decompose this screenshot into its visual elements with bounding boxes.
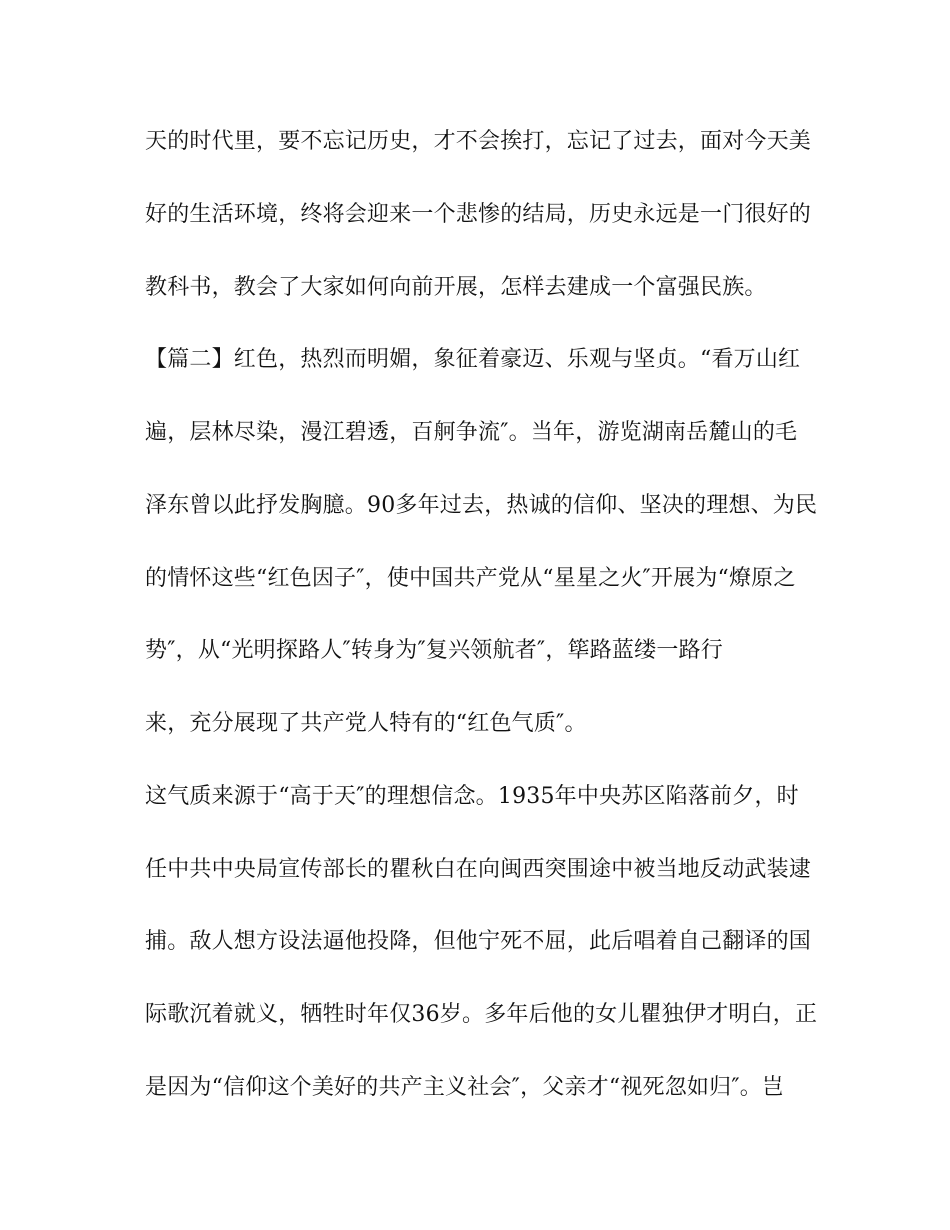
text-line: 是因为“信仰这个美好的共产主义社会″，父亲才“视死忽如归″。岂 [145, 1075, 785, 1100]
text-line: 任中共中央局宣传部长的瞿秋白在向闽西突围途中被当地反动武装逮 [145, 857, 812, 882]
text-line: 势″，从“光明探路人″转身为″复兴领航者″，筚路蓝缕一路行 [145, 638, 723, 663]
text-line: 好的生活环境，终将会迎来一个悲惨的结局，历史永远是一门很好的 [145, 202, 812, 227]
text-line: 泽东曾以此抒发胸臆。90多年过去，热诚的信仰、坚决的理想、为民 [145, 493, 818, 518]
text-line: 这气质来源于“高于天″的理想信念。1935年中央苏区陷落前夕，时 [145, 784, 799, 809]
text-line: 【篇二】红色，热烈而明媚，象征着豪迈、乐观与坚贞。“看万山红 [145, 347, 801, 372]
text-line: 捕。敌人想方设法逼他投降，但他宁死不屈，此后唱着自己翻译的国 [145, 929, 812, 954]
text-line: 际歌沉着就义，牺牲时年仅36岁。多年后他的女儿瞿独伊才明白，正 [145, 1002, 818, 1027]
text-line: 教科书，教会了大家如何向前开展，怎样去建成一个富强民族。 [145, 275, 767, 300]
text-line: 来，充分展现了共产党人特有的“红色气质″。 [145, 711, 587, 736]
text-line: 的情怀这些“红色因子″，使中国共产党从“星星之火″开展为“燎原之 [145, 566, 796, 591]
text-line: 遍，层林尽染，漫江碧透，百舸争流″。当年，游览湖南岳麓山的毛 [145, 420, 798, 445]
text-line: 天的时代里，要不忘记历史，才不会挨打，忘记了过去，面对今天美 [145, 129, 812, 154]
